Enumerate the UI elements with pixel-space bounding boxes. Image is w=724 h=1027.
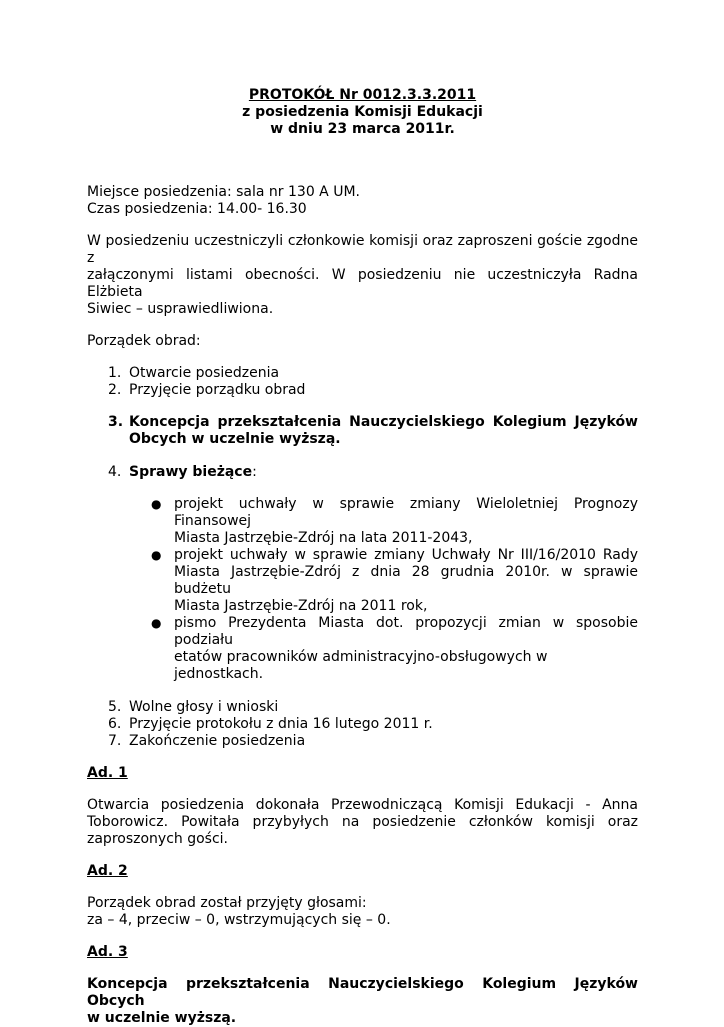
ad2-heading: Ad. 2 xyxy=(87,863,128,879)
ad1-paragraph xyxy=(87,797,638,848)
agenda-item-text: Obcych w uczelnie wyższą. xyxy=(129,431,341,447)
current-matter-item xyxy=(87,615,638,683)
ad3-paragraph xyxy=(87,976,638,1027)
agenda-item-text: Przyjęcie protokołu z dnia 16 lutego 2011 r. xyxy=(129,716,433,732)
current-matter-line: etatów pracowników administracyjno-obsługowych w jednostkach. xyxy=(174,649,548,682)
current-matter-line: projekt uchwały w sprawie zmiany Uchwały Nr III/16/2010 Rady xyxy=(174,547,638,563)
agenda-list xyxy=(87,365,638,399)
attendance-line: W posiedzeniu uczestniczyli członkowie komisji oraz zaproszeni goście zgodne z xyxy=(87,233,638,266)
agenda-item-number: 6. xyxy=(108,716,122,732)
ad1-line: zaproszonych gości. xyxy=(87,831,228,847)
ad1-line: Toborowicz. Powitała przybyłych na posiedzenie członków komisji oraz xyxy=(87,814,638,830)
document-page xyxy=(87,87,638,1027)
agenda-list xyxy=(87,699,638,750)
agenda-item-suffix: : xyxy=(252,464,257,480)
protocol-subtitle: z posiedzenia Komisji Edukacji xyxy=(242,104,483,120)
ad1-heading: Ad. 1 xyxy=(87,765,128,781)
current-matter-line: projekt uchwały w sprawie zmiany Wieloletniej Prognozy Finansowej xyxy=(174,496,638,529)
agenda-item xyxy=(87,414,638,448)
meeting-time: Czas posiedzenia: 14.00- 16.30 xyxy=(87,201,307,217)
attendance-line: załączonymi listami obecności. W posiedzeniu nie uczestniczyła Radna Elżbieta xyxy=(87,267,638,300)
meeting-place: Miejsce posiedzenia: sala nr 130 A UM. xyxy=(87,184,360,200)
agenda-item-number: 4. xyxy=(108,464,122,480)
agenda-item-number: 2. xyxy=(108,382,122,398)
agenda-item xyxy=(87,716,638,733)
current-matter-line: Miasta Jastrzębie-Zdrój z dnia 28 grudnia 2010r. w sprawie budżetu xyxy=(174,564,638,597)
agenda-item-text: Sprawy bieżące xyxy=(129,464,253,480)
agenda-item-number: 7. xyxy=(108,733,122,749)
document-header xyxy=(87,87,638,138)
ad3-line: Koncepcja przekształcenia Nauczycielskiego Kolegium Języków Obcych xyxy=(87,976,638,1009)
agenda-item xyxy=(87,382,638,399)
current-matter-item xyxy=(87,496,638,547)
current-matter-item xyxy=(87,547,638,615)
current-matter-line: Miasta Jastrzębie-Zdrój na lata 2011-2043, xyxy=(174,530,473,546)
ad2-line: za – 4, przeciw – 0, wstrzymujących się – 0. xyxy=(87,912,391,928)
agenda-item-number: 1. xyxy=(108,365,122,381)
agenda-list xyxy=(87,414,638,448)
agenda-item-text: Wolne głosy i wnioski xyxy=(129,699,279,715)
agenda-item-text: Przyjęcie porządku obrad xyxy=(129,382,306,398)
bullet-icon: ● xyxy=(151,616,162,630)
ad3-line: w uczelnie wyższą. xyxy=(87,1010,237,1026)
agenda-item xyxy=(87,365,638,382)
agenda-item xyxy=(87,464,638,481)
ad3-heading: Ad. 3 xyxy=(87,944,128,960)
ad2-line: Porządek obrad został przyjęty głosami: xyxy=(87,895,367,911)
agenda-item-text: Koncepcja przekształcenia Nauczycielskiego Kolegium Języków xyxy=(129,414,638,430)
agenda-item-text: Zakończenie posiedzenia xyxy=(129,733,306,749)
attendance-line: Siwiec – usprawiedliwiona. xyxy=(87,301,274,317)
agenda-list xyxy=(87,464,638,481)
attendance-paragraph xyxy=(87,233,638,318)
agenda-item-number: 3. xyxy=(108,414,124,430)
bullet-icon: ● xyxy=(151,548,162,562)
protocol-date: w dniu 23 marca 2011r. xyxy=(270,121,455,137)
agenda-item-text: Otwarcie posiedzenia xyxy=(129,365,280,381)
current-matter-line: pismo Prezydenta Miasta dot. propozycji zmian w sposobie podziału xyxy=(174,615,638,648)
agenda-title: Porządek obrad: xyxy=(87,333,201,349)
ad1-line: Otwarcia posiedzenia dokonała Przewodniczącą Komisji Edukacji - Anna xyxy=(87,797,638,813)
agenda-item xyxy=(87,699,638,716)
current-matter-line: Miasta Jastrzębie-Zdrój na 2011 rok, xyxy=(174,598,428,614)
agenda-item-number: 5. xyxy=(108,699,122,715)
current-matters-list xyxy=(87,496,638,683)
bullet-icon: ● xyxy=(151,497,162,511)
protocol-title: PROTOKÓŁ Nr 0012.3.3.2011 xyxy=(248,87,477,103)
agenda-item xyxy=(87,733,638,750)
